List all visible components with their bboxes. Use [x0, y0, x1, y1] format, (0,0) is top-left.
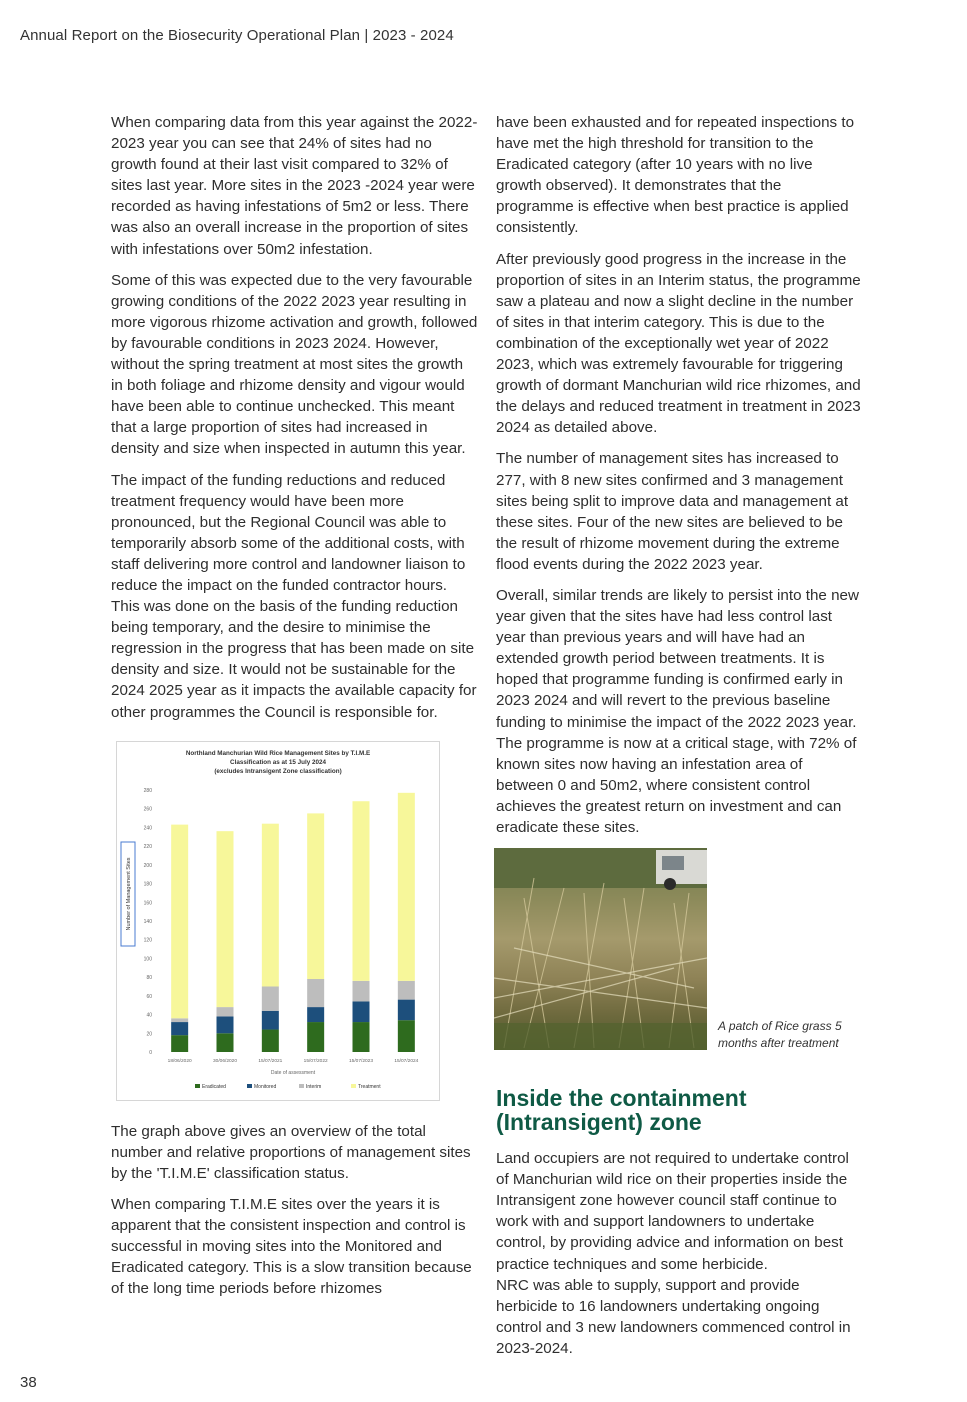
paragraph: Some of this was expected due to the very favourable growing conditions of the 2022 2023 year resulting in more vigorous rhizome activation and growth, followed by favourable conditions in 2023 2024. However, without the spring treatment at most sites the growth in both foliage and rhizome density and vigour would have been able to continue unchecked. This meant that a large proportion of sites had increased in density and size when inspected in autumn this year.	[111, 271, 478, 458]
y-tick-label: 140	[143, 918, 152, 925]
bar-interim	[171, 1018, 188, 1022]
bar-eradicated	[262, 1029, 279, 1051]
y-tick-label: 200	[143, 862, 152, 869]
paragraph: have been exhausted and for repeated inspections to have met the high threshold for transition to the Eradicated category (after 10 years with no live growth observed). It demonstrates that the programme is effective when best practice is applied consistently.	[496, 114, 855, 237]
rice-grass-photo	[494, 848, 707, 1050]
x-tick-label: 15/07/2022	[303, 1058, 328, 1064]
bar-treatment	[353, 801, 370, 981]
legend-label: Treatment	[358, 1083, 381, 1090]
legend-label: Eradicated	[202, 1083, 226, 1090]
y-tick-label: 40	[146, 1012, 152, 1019]
bar-treatment	[262, 823, 279, 986]
x-tick-label: 15/07/2023	[348, 1058, 374, 1064]
photo-block	[496, 848, 862, 1054]
paragraph: Land occupiers are not required to undertake control of Manchurian wild rice on their properties inside the Intransigent zone however council staff continue to work with and support landowners to undertake control, by providing advice and information on best practice techniques and some herbicide.	[496, 1150, 849, 1273]
y-tick-label: 180	[143, 881, 152, 888]
bar-treatment	[171, 824, 188, 1018]
x-tick-label: 18/06/2020	[167, 1058, 192, 1064]
legend-label: Monitored	[254, 1083, 277, 1090]
x-tick-label: 15/07/2024	[394, 1058, 419, 1064]
right-column	[496, 112, 862, 1369]
legend-swatch	[299, 1084, 304, 1088]
bar-eradicated	[398, 1020, 415, 1052]
chart-title-line: (excludes Intransigent Zone classification)	[214, 767, 342, 775]
legend-label: Interim	[306, 1083, 322, 1090]
bar-interim	[353, 981, 370, 1002]
bar-eradicated	[307, 1022, 324, 1052]
y-tick-label: 100	[143, 956, 152, 963]
bar-monitored	[262, 1010, 279, 1029]
paragraph: When comparing T.I.M.E sites over the years it is apparent that the consistent inspection and control is successful in moving sites into the Monitored and Eradicated category. This is a slow transition because of the long time periods before rhizomes	[111, 1195, 472, 1298]
legend-swatch	[195, 1084, 200, 1088]
y-tick-label: 80	[146, 974, 152, 981]
y-tick-label: 120	[143, 937, 152, 944]
y-tick-label: 60	[146, 993, 152, 1000]
y-tick-label: 20	[146, 1030, 152, 1037]
bar-monitored	[171, 1022, 188, 1035]
chart-svg	[117, 742, 439, 1100]
y-tick-label: 160	[143, 899, 152, 906]
x-tick-label: 15/07/2021	[258, 1058, 283, 1064]
section-heading: Inside the containment (Intransigent) zone	[496, 1085, 747, 1136]
paragraph: Overall, similar trends are likely to persist into the new year given that the sites have had less control last year than previous years and will have had an extended growth period between treatments. It is hoped that programme funding is confirmed early in 2023 2024 and will revert to the previous baseline funding to minimise the impact of the 2022 2023 year. The programme is now at a critical stage, with 72% of known sites now having an infestation area of between 0 and 50m2, where consistent control achieves the greatest return on investment and can eradicate these sites.	[496, 586, 859, 836]
bar-eradicated	[217, 1033, 234, 1052]
page-number: 38	[20, 1374, 37, 1391]
y-axis-label: Number of Management Sites	[126, 857, 132, 931]
bar-eradicated	[171, 1035, 188, 1052]
bar-interim	[307, 979, 324, 1007]
running-header: Annual Report on the Biosecurity Operational Plan | 2023 - 2024	[20, 27, 454, 44]
x-axis-label: Date of assessment	[270, 1069, 316, 1076]
paragraph: After previously good progress in the increase in the proportion of sites in an Interim status, the programme saw a plateau and now a slight decline in the number of sites in that interim category. This is due to the combination of the exceptionally wet year of 2022 2023, which was extremely favourable for triggering growth of dormant Manchurian wild rice rhizomes, and the delays and reduced treatment in treatment in 2023 2024 as detailed above.	[496, 250, 861, 437]
bar-eradicated	[353, 1022, 370, 1052]
left-column	[111, 112, 479, 1309]
paragraph: The number of management sites has increased to 277, with 8 new sites confirmed and 3 management sites being split to improve data and management at these sites. Four of the new sites are believed to be the result of rhizome movement during the extreme flood events during the 2022 2023 year.	[496, 450, 849, 573]
legend-swatch	[247, 1084, 252, 1088]
paragraph: NRC was able to supply, support and provide herbicide to 16 landowners undertaking ongoing control and 3 new landowners commenced control in 2023-2024.	[496, 1276, 851, 1357]
bar-interim	[262, 986, 279, 1010]
paragraph: The impact of the funding reductions and reduced treatment frequency would have been more pronounced, but the Regional Council was able to temporarily absorb some of the additional costs, with staff delivering more control and landowner liaison to reduce the impact on the funded contractor hours. This was done on the basis of the funding reduction being temporary, and the desire to minimise the regression in the progress that has been made on site density and size. It would not be sustainable for the 2024 2025 year as it impacts the available capacity for other programmes the Council is responsible for.	[111, 471, 477, 721]
bar-treatment	[307, 813, 324, 979]
x-tick-label: 30/06/2020	[212, 1058, 238, 1064]
bar-treatment	[217, 831, 234, 1007]
bar-treatment	[398, 792, 415, 980]
chart-title-line: Northland Manchurian Wild Rice Management Sites by T.I.M.E	[185, 749, 371, 757]
photo-caption: A patch of Rice grass 5 months after treatment	[718, 1019, 842, 1051]
legend-swatch	[351, 1084, 356, 1088]
paragraph: The graph above gives an overview of the total number and relative proportions of management sites by the 'T.I.M.E' classification status.	[111, 1122, 471, 1182]
bar-monitored	[353, 1001, 370, 1022]
y-tick-label: 280	[143, 787, 152, 794]
y-tick-label: 0	[149, 1049, 152, 1056]
bar-monitored	[398, 999, 415, 1020]
bar-monitored	[217, 1016, 234, 1033]
y-tick-label: 220	[143, 843, 152, 850]
y-tick-label: 260	[143, 806, 152, 813]
bar-monitored	[307, 1007, 324, 1022]
time-classification-chart	[116, 741, 440, 1101]
y-tick-label: 240	[143, 825, 152, 832]
bar-interim	[217, 1007, 234, 1016]
chart-title-line: Classification as at 15 July 2024	[230, 758, 326, 766]
paragraph: When comparing data from this year against the 2022-2023 year you can see that 24% of sites had no growth found at their last visit compared to 32% of sites last year. More sites in the 2023 -2024 year were recorded as having infestations of 5m2 or less. There was also an overall increase in the proportion of sites with infestations over 50m2 infestation.	[111, 114, 478, 258]
bar-interim	[398, 981, 415, 1000]
